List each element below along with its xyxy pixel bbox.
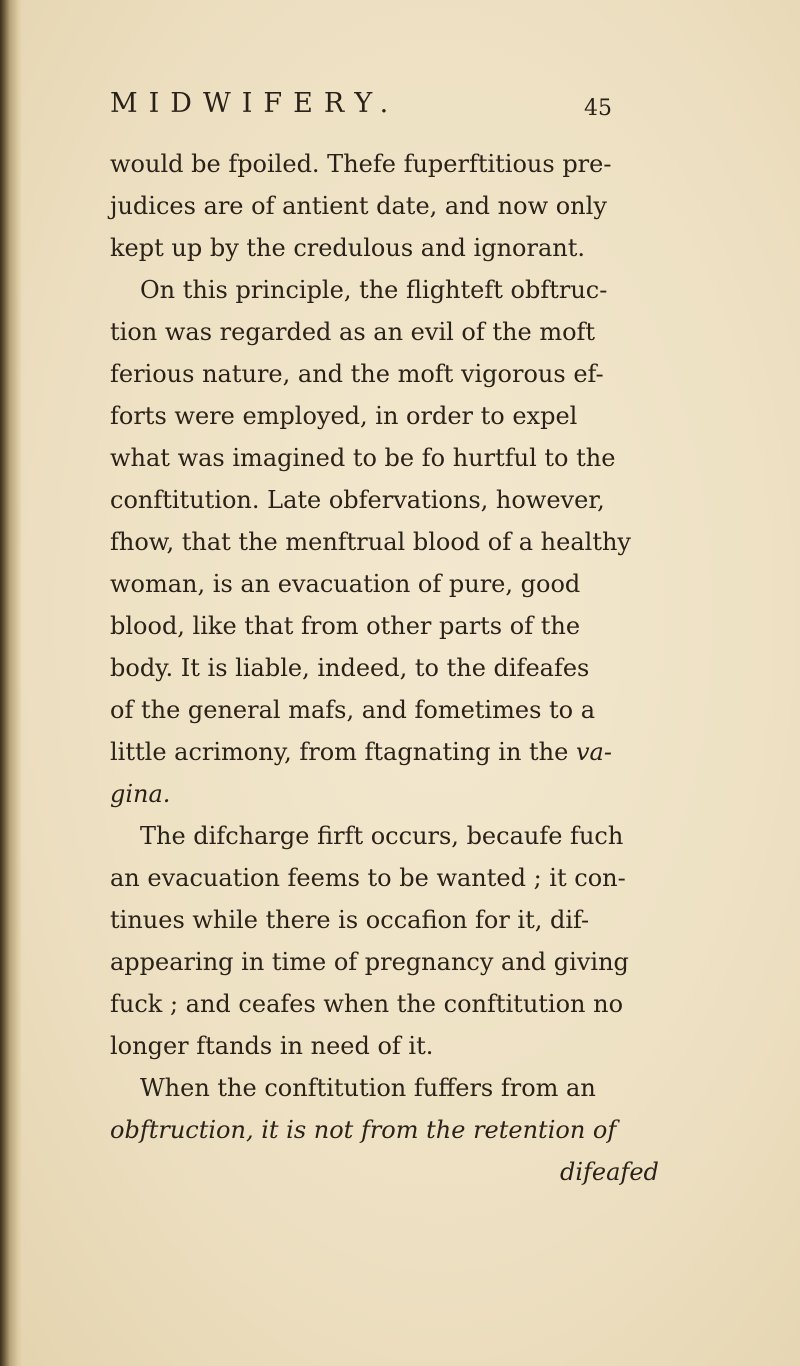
text-line-15-italic: va- [575, 738, 612, 766]
text-line-3: kept up by the credulous and ignorant. [110, 234, 585, 262]
text-line-19: tinues while there is occafion for it, dif- [110, 906, 590, 934]
text-line-10: fhow, that the menftrual blood of a healthy [110, 528, 631, 556]
text-line-21: fuck ; and ceafes when the conftitution no [110, 990, 624, 1018]
text-line-23: When the conftitution fuffers from an [140, 1074, 596, 1102]
text-line-24-content: obftruction, it is not from the retention of [110, 1116, 617, 1144]
text-line-17: The difcharge firft occurs, becaufe fuch [140, 822, 624, 850]
running-head: MIDWIFERY. [110, 88, 400, 119]
text-line-12: blood, like that from other parts of the [110, 612, 581, 640]
text-line-5: tion was regarded as an evil of the moft [110, 318, 596, 346]
text-line-2: judices are of antient date, and now only [110, 192, 607, 220]
text-line-22: longer ftands in need of it. [110, 1032, 434, 1060]
text-line-6: ferious nature, and the moft vigorous ef- [110, 360, 604, 388]
text-line-13: body. It is liable, indeed, to the difeafes [110, 654, 590, 682]
text-line-18: an evacuation feems to be wanted ; it con- [110, 864, 626, 892]
text-line-14: of the general mafs, and fometimes to a [110, 696, 596, 724]
text-line-24 [110, 1116, 616, 1144]
text-line-1: would be fpoiled. Thefe fuperftitious pre- [110, 150, 612, 178]
text-line-8: what was imagined to be fo hurtful to the [110, 444, 616, 472]
book-gutter-shadow [0, 0, 22, 1366]
text-line-11: woman, is an evacuation of pure, good [110, 570, 581, 598]
text-line-4: On this principle, the flighteft obftruc- [140, 276, 608, 304]
text-line-15 [110, 738, 612, 766]
catchword: difeafed [560, 1158, 659, 1186]
text-line-16: gina. [110, 780, 171, 808]
page-number: 45 [584, 96, 612, 121]
text-line-9: conftitution. Late obfervations, however, [110, 486, 605, 514]
text-line-20: appearing in time of pregnancy and giving [110, 948, 629, 976]
text-line-7: forts were employed, in order to expel [110, 402, 578, 430]
page-header [110, 88, 710, 138]
text-line-15-main: little acrimony, from ftagnating in the [110, 738, 569, 766]
